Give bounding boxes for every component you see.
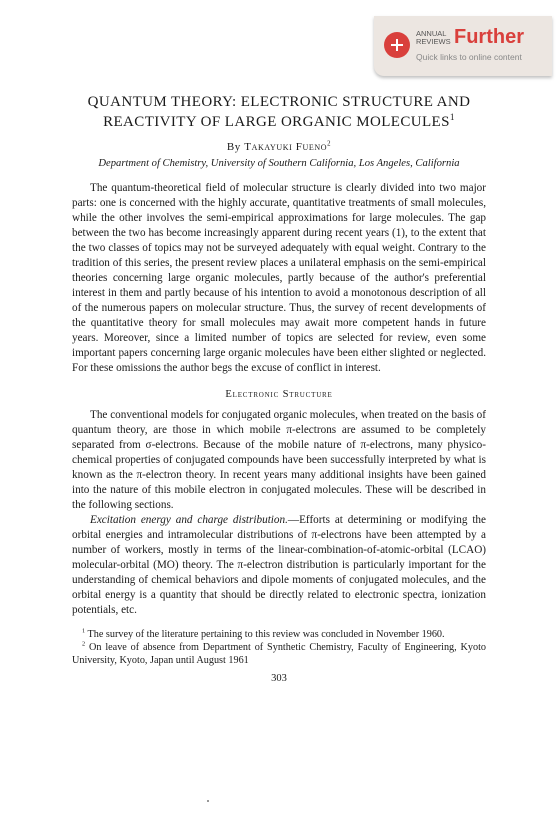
footnote-2-mark: 2 <box>82 640 86 648</box>
paragraph-3 <box>72 513 486 618</box>
intro-paragraph: The quantum-theoretical field of molecular structure is clearly divided into two major parts: one is concerned with the highly accurate, quantitative treatments of small molecules, while the other involves the semi-empirical approximations for large molecules. The gap between the two has become increasingly apparent during recent years (1), to the extent that the two classes of topics may not be surveyed adequately with equal weight. Contrary to the tradition of this series, the present review places a unilateral emphasis on the semi-empirical theories concerning large organic molecules, partly because of the author's preferential interest in them and partly because of his intention to avoid a monotonous description of all of the numerous papers on molecular structure. Thus, the survey of recent developments of the quantitative theory for small molecules may await more competent hands in future years. Moreover, since a limited number of topics are selected for review, even some important papers concerning large organic molecules have been either slighted or neglected. For these omissions the author begs the excuse of conflict in interest. <box>72 182 486 374</box>
further-word: Further <box>454 26 524 48</box>
byline <box>72 140 486 155</box>
logo-line1: ANNUAL <box>416 29 447 38</box>
further-tagline: Quick links to online content <box>416 52 522 62</box>
scan-speck <box>207 800 209 802</box>
footnote-2-text: On leave of absence from Department of Synthetic Chemistry, Faculty of Engineering, Kyoto University, Kyoto, Japan until August 1961 <box>72 642 487 666</box>
paragraph-3-text: —Efforts at determining or modifying the orbital energies and intramolecular distributions of π-electrons have been attempted by a number of workers, mostly in terms of the linear-combination-of-atomic-orbital (LCAO) molecular-orbital (MO) theory. The π-electron distribution is particularly important for the understanding of chemical behaviors and dipole moments of conjugated molecules, and the orbital energy is a quantity that should be directly related to electronic spectra, ionization potentials, etc. <box>72 514 486 616</box>
affiliation: Department of Chemistry, University of Southern California, Los Angeles, California <box>98 158 460 169</box>
title-line-2-text: REACTIVITY OF LARGE ORGANIC MOLECULES <box>103 114 450 130</box>
footnote-1-mark: 1 <box>82 627 86 635</box>
title-line-2 <box>72 112 486 132</box>
section-heading: Electronic Structure <box>225 389 333 400</box>
logo-line2: REVIEWS <box>416 37 451 46</box>
plus-circle-icon <box>384 32 410 58</box>
author-name: Takayuki Fueno <box>244 141 328 153</box>
byline-prefix: By <box>226 141 241 153</box>
page-number: 303 <box>271 673 287 684</box>
title-footnote-ref[interactable]: 1 <box>449 113 455 123</box>
paragraph-3-heading: Excitation energy and charge distribution. <box>90 514 288 526</box>
article-title <box>72 92 486 132</box>
footnote-1 <box>72 628 486 641</box>
paragraph-2: The conventional models for conjugated organic molecules, when treated on the basis of quantum theory, are those in which mobile π-electrons are assumed to be completely separated from σ-electrons. Because of the mobile nature of π-electrons, many physico-chemical properties of conjugated compounds have been successfully interpreted by what is known as the π-electron theory. In recent years many additional insights have been gained into the nature of this mobile electron in conjugated molecules. These will be described in the following sections. <box>72 409 486 511</box>
annual-reviews-logo <box>416 30 456 46</box>
page-content <box>72 92 486 684</box>
title-line-1: QUANTUM THEORY: ELECTRONIC STRUCTURE AND <box>87 94 471 110</box>
footnote-1-text: The survey of the literature pertaining to this review was concluded in November 1960. <box>87 629 445 640</box>
further-badge[interactable] <box>374 16 552 76</box>
footnotes <box>72 628 486 667</box>
author-footnote-ref[interactable]: 2 <box>327 140 332 148</box>
footnote-2 <box>72 641 486 667</box>
